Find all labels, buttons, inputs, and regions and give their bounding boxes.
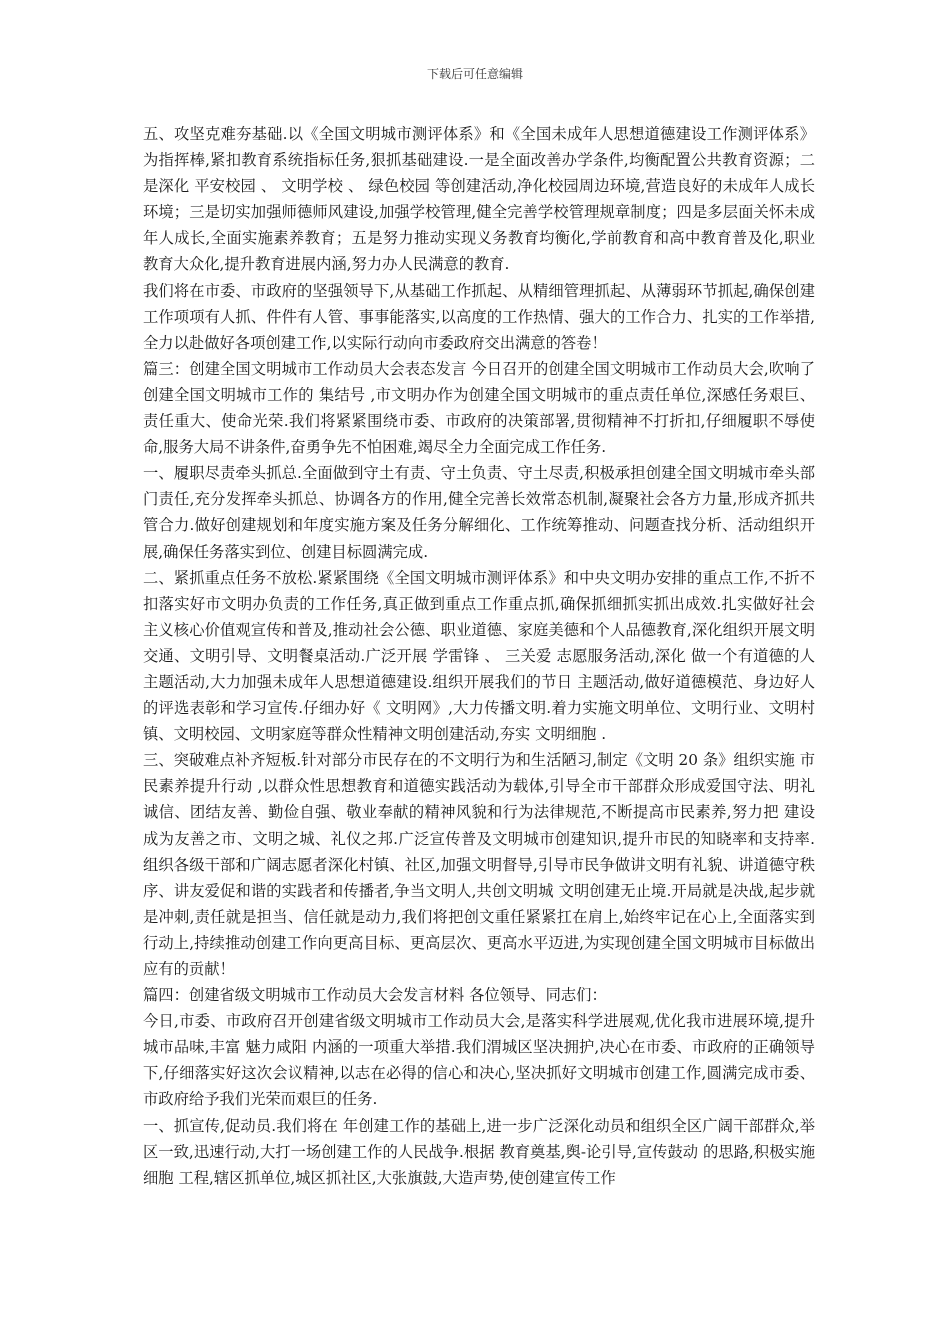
paragraph-3: 篇三：创建全国文明城市工作动员大会表态发言 今日召开的创建全国文明城市工作动员大会,吹响了创建全国文明城市工作的 集结号 ,市文明办作为创建全国文明城市的重点责任单位,深感任务艰巨、责任重大、使命光荣.我们将紧紧围绕市委、市政府的决策部署,贯彻精神不打折扣,仔细履职不辱使命,服务大局不讲条件,奋勇争先不怕困难,竭尽全力全面完成工作任务. xyxy=(143,359,815,457)
paragraph-9: 一、抓宣传,促动员.我们将在 年创建工作的基础上,进一步广泛深化动员和组织全区广阔干部群众,举区一致,迅速行动,大打一场创建工作的人民战争.根据 教育奠基,舆-论引导,宣传鼓动 的思路,积极实施 细胞 工程,辖区抓单位,城区抓社区,大张旗鼓,大造声势,使创建宣传工作 xyxy=(143,1116,815,1187)
page-header: 下载后可任意编辑 xyxy=(426,67,523,81)
paragraph-4: 一、履职尽责牵头抓总.全面做到守土有责、守土负责、守土尽责,积极承担创建全国文明城市牵头部门责任,充分发挥牵头抓总、协调各方的作用,健全完善长效常态机制,凝聚社会各方力量,形成齐抓共管合力.做好创建规划和年度实施方案及任务分解细化、工作统筹推动、问题查找分析、活动组织开展,确保任务落实到位、创建目标圆满完成. xyxy=(143,464,815,561)
paragraph-6: 三、突破难点补齐短板.针对部分市民存在的不文明行为和生活陋习,制定《文明 20 条》组织实施 市民素养提升行动 ,以群众性思想教育和道德实践活动为载体,引导全市干部群众形成爱国守法、明礼诚信、团结友善、勤俭自强、敬业奉献的精神风貌和行为法律规范,不断提高市民素养,努力把 建设成为友善之市、文明之城、礼仪之邦.广泛宣传普及文明城市创建知识,提升市民的知晓率和支持率.组织各级干部和广阔志愿者深化村镇、社区,加强文明督导,引导市民争做讲文明有礼貌、讲道德守秩序、讲友爱促和谐的实践者和传播者,争当文明人,共创文明城 文明创建无止境.开局就是决战,起步就是冲刺,责任就是担当、信任就是动力,我们将把创文重任紧紧扛在肩上,始终牢记在心上,全面落实到行动上,持续推动创建工作向更高目标、更高层次、更高水平迈进,为实现创建全国文明城市目标做出应有的贡献！ xyxy=(143,751,815,978)
paragraph-2: 我们将在市委、市政府的坚强领导下,从基础工作抓起、从精细管理抓起、从薄弱环节抓起,确保创建工作项项有人抓、件件有人管、事事能落实,以高度的工作热情、强大的工作合力、扎实的工作举措,全力以赴做好各项创建工作,以实际行动向市委政府交出满意的答卷！ xyxy=(143,281,815,352)
paragraph-1: 五、攻坚克难夯基础.以《全国文明城市测评体系》和《全国未成年人思想道德建设工作测评体系》为指挥棒,紧扣教育系统指标任务,狠抓基础建设.一是全面改善办学条件,均衡配置公共教育资源；二是深化 平安校园 、 文明学校 、 绿色校园 等创建活动,净化校园周边环境,营造良好的未成年人成长环境；三是切实加强师德师风建设,加强学校管理,健全完善学校管理规章制度；四是多层面关怀未成年人成长,全面实施素养教育；五是努力推动实现义务教育均衡化,学前教育和高中教育普及化,职业教育大众化,提升教育进展内涵,努力办人民满意的教育. xyxy=(143,125,815,274)
paragraph-5: 二、紧抓重点任务不放松.紧紧围绕《全国文明城市测评体系》和中央文明办安排的重点工作,不折不扣落实好市文明办负责的工作任务,真正做到重点工作重点抓,确保抓细抓实抓出成效.扎实做好社会主义核心价值观宣传和普及,推动社会公德、职业道德、家庭美德和个人品德教育,深化组织开展文明交通、文明引导、文明餐桌活动.广泛开展 学雷锋 、 三关爱 志愿服务活动,深化 做一个有道德的人 主题活动,大力加强未成年人思想道德建设.组织开展我们的节日 主题活动,做好道德模范、身边好人的评选表彰和学习宣传.仔细办好《 文明网》,大力传播文明.着力实施文明单位、文明行业、文明村镇、文明校园、文明家庭等群众性精神文明创建活动,夯实 文明细胞 . xyxy=(143,568,815,744)
paragraph-7: 篇四：创建省级文明城市工作动员大会发言材料 各位领导、同志们： xyxy=(143,986,607,1005)
paragraph-8: 今日,市委、市政府召开创建省级文明城市工作动员大会,是落实科学进展观,优化我市进展环境,提升城市品味,丰富 魅力咸阳 内涵的一项重大举措.我们渭城区坚决拥护,决心在市委、市政府的正确领导下,仔细落实好这次会议精神,以志在必得的信心和决心,坚决抓好文明城市创建工作,圆满完成市委、市政府给予我们光荣而艰巨的任务. xyxy=(143,1012,815,1109)
document-body xyxy=(143,121,815,1191)
